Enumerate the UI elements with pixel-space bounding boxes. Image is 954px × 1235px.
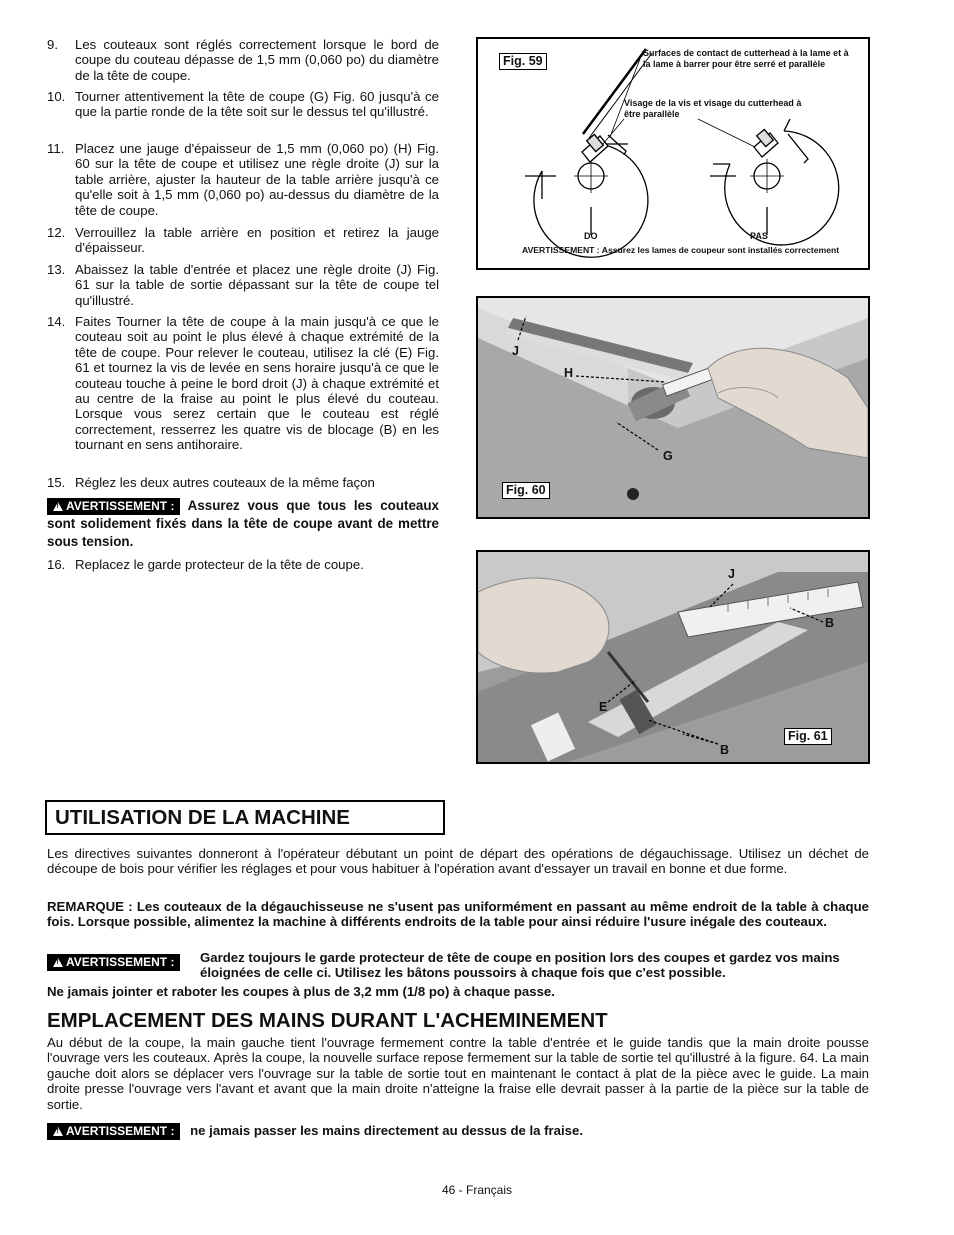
step-text: Verrouillez la table arrière en position et retirez la jauge d'épaisseur. [75,225,439,256]
warning-text: Gardez toujours le garde protecteur de tête de coupe en position lors des coupes et gardez vos mains éloignées de celle ci. Utilisez les bâtons poussoirs à chaque fois que c'est possible. [200,950,840,981]
warning-block-2 [47,950,869,981]
figure-label: Fig. 60 [502,482,550,499]
warning-triangle-icon [53,1127,63,1136]
max-depth-note: Ne jamais jointer et raboter les coupes à plus de 3,2 mm (1/8 po) à chaque passe. [47,984,555,999]
step-13 [47,262,439,308]
callout-screw-face: Visage de la vis et visage du cutterhead à être parallèle [624,98,802,119]
warning-badge: !AVERTISSEMENT : [47,498,180,515]
step-number: 16. [47,557,66,572]
cutterhead-incorrect-icon [710,119,839,245]
step-number: 15. [47,475,66,490]
label-j: J [512,344,519,358]
warning-triangle-icon [53,958,63,967]
step-text: Replacez le garde protecteur de la tête de coupe. [75,557,364,572]
warning-block-3 [47,1122,869,1140]
step-text: Placez une jauge d'épaisseur de 1,5 mm (0,060 po) (H) Fig. 60 sur la tête de coupe et utilisez une règle droite (J) sur la table arrière, ajuster la hauteur de la table arrière jusqu'à ce qu'elle soit à 1,5 mm (0,060 po) au-dessus du diamètre de la tête de coupe. [75,141,439,218]
step-number: 12. [47,225,66,240]
warning-block-1 [47,497,439,551]
step-number: 14. [47,314,66,329]
label-e: E [599,700,608,714]
warning-triangle-icon [53,502,63,511]
caption-correct: DO [584,231,598,241]
step-15 [47,475,439,490]
step-number: 13. [47,262,66,277]
step-10 [47,89,439,120]
label-b: B [720,743,730,757]
step-number: 10. [47,89,66,104]
label-j: J [728,567,735,581]
section-title-utilisation: UTILISATION DE LA MACHINE [45,800,445,835]
warning-badge: !AVERTISSEMENT : [47,1123,180,1140]
label-h: H [564,366,574,380]
label-g: G [663,449,673,463]
page-footer: 46 - Français [441,1183,513,1197]
intro-paragraph: Les directives suivantes donneront à l'opérateur débutant un point de départ des opérations de dégauchissage. Utilisez un déchet de découpe de bois pour vérifier les réglages et pour vous habituer à l'opération avant d'essayer un travail en bonne et due forme. [47,846,869,877]
step-11 [47,141,439,218]
warning-badge: !AVERTISSEMENT : [47,954,180,971]
label-b: B [825,616,835,630]
step-text: Tourner attentivement la tête de coupe (G) Fig. 60 jusqu'à ce que la partie ronde de la tête soit sur le dessus tel qu'illustré. [75,89,439,120]
figure-60 [476,296,870,519]
step-16 [47,557,439,572]
callout-contact-surfaces: Surfaces de contact de cutterhead à la lame et à la lame à barrer pour être serré et parallèle [643,48,849,69]
figure-warning: AVERTISSEMENT : Assurez les lames de coupeur sont installés correctement [522,245,840,255]
remarque-paragraph: REMARQUE : Les couteaux de la dégauchisseuse ne s'usent pas uniformément en passant au même endroit de la table à chaque fois. Lorsque possible, alimentez la machine à différents endroits de la table pour ainsi réduire l'usure inégale des couteaux. [47,899,869,930]
warning-text: ne jamais passer les mains directement au dessus de la fraise. [190,1123,584,1138]
figure-59 [476,37,870,270]
step-text: Abaissez la table d'entrée et placez une règle droite (J) Fig. 61 sur la table de sortie dépassant sur la tête de coupe tel qu'illustré. [75,262,439,308]
figure-label: Fig. 61 [784,728,832,745]
step-9 [47,37,439,83]
warning-text: Assurez vous que tous les couteaux sont solidement fixés dans la tête de coupe avant de mettre sous tension. [47,498,439,549]
section-title-hand-placement: EMPLACEMENT DES MAINS DURANT L'ACHEMINEMENT [47,1009,608,1032]
step-12 [47,225,439,256]
hand-placement-paragraph: Au début de la coupe, la main gauche tient l'ouvrage fermement contre la table d'entrée et le guide tandis que la main droite pousse l'ouvrage vers les couteaux. Après la coupe, la nouvelle surface repose fermement sur la table de sortie tel qu'illustré à la figure. 64. La main gauche doit alors se déplacer vers l'ouvrage sur la table de sortie tout en maintenant le contact à plat de la pièce avec le guide. La main droite presse l'ouvrage vers l'avant et avant que la main droite n'atteigne la fraise elle devrait passer à la partie de la pièce sur la table de sortie. [47,1035,869,1112]
figure-label: Fig. 59 [499,53,547,70]
step-text: Les couteaux sont réglés correctement lorsque le bord de coupe du couteau dépasse de 1,5 mm (0,060 po) du diamètre de la tête de coupe. [75,37,439,83]
step-number: 11. [47,141,65,156]
step-14 [47,314,439,453]
cutterhead-correct-icon [525,49,652,257]
step-text: Réglez les deux autres couteaux de la même façon [75,475,375,490]
cutterhead-diagram [478,39,868,268]
step-text: Faites Tourner la tête de coupe à la main jusqu'à ce que le couteau soit au point le plus élevé à chaque extrémité de la tête de coupe. Pour relever le couteau, utilisez la clé (E) Fig. 61 et tournez la vis de levée en sens horaire jusqu'à ce que le couteau touche à peine le bord droit (J) à chaque extrémité et au centre de la fraise au point le plus élevé du couteau. Lorsque vous serez certain que le couteau est réglé correctement, resserrez les quatre vis de blocage (B) en les tournant en sens antihoraire. [75,314,439,453]
step-number: 9. [47,37,58,52]
caption-incorrect: PAS [750,231,768,241]
figure-61 [476,550,870,764]
